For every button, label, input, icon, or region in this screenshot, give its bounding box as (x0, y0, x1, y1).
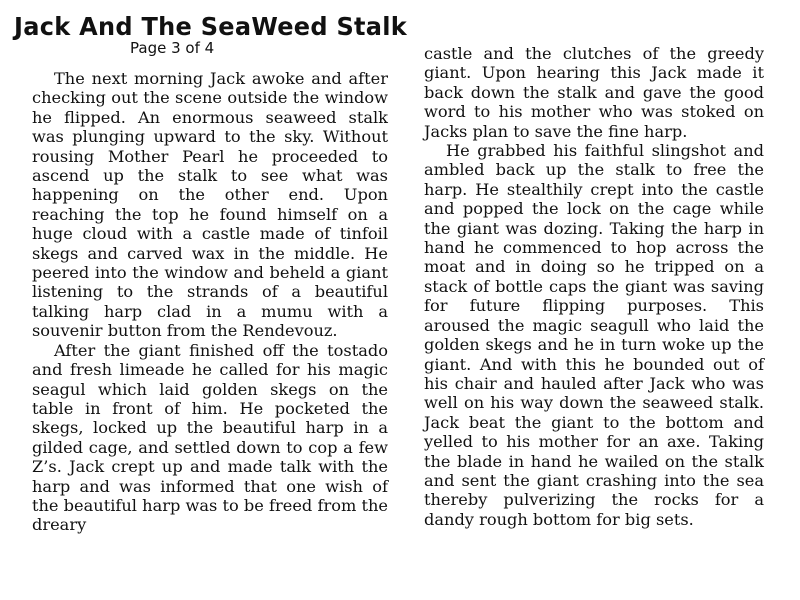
story-title: Jack And The SeaWeed Stalk (14, 12, 408, 41)
paragraph-continuation: castle and the clutches of the greedy giant. Upon hearing this Jack made it back down the stalk and gave the good word to his mother who was stoked on Jacks plan to save the fine harp. (424, 44, 764, 141)
right-text-column (424, 44, 764, 529)
page-number-label: Page 3 of 4 (130, 39, 215, 57)
paragraph: The next morning Jack awoke and after checking out the scene outside the window he flipped. An enormous seaweed stalk was plunging upward to the sky. Without rousing Mother Pearl he proceeded to ascend up the stalk to see what was happening on the other end. Upon reaching the top he found himself on a huge cloud with a castle made of tinfoil skegs and carved wax in the middle. He peered into the window and beheld a giant listening to the strands of a beautiful talking harp clad in a mumu with a souvenir button from the Rendevouz. (32, 69, 388, 341)
paragraph: After the giant finished off the tostado and fresh limeade he called for his magic seagul which laid golden skegs on the table in front of him. He pocketed the skegs, locked up the beautiful harp in a gilded cage, and settled down to cop a few Z’s. Jack crept up and made talk with the harp and was informed that one wish of the beautiful harp was to be freed from the dreary (32, 340, 388, 535)
left-text-column (32, 69, 388, 535)
paragraph: He grabbed his faithful slingshot and ambled back up the stalk to free the harp. He stealthily crept into the castle and popped the lock on the cage while the giant was dozing. Taking the harp in hand he commenced to hop across the moat and in doing so he tripped on a stack of bottle caps the giant was saving for future flipping purposes. This aroused the magic seagull who laid the golden skegs and he in turn woke up the giant. And with this he bounded out of his chair and hauled after Jack who was well on his way down the seaweed stalk. Jack beat the giant to the bottom and yelled to his mother for an axe. Taking the blade in hand he wailed on the stalk and sent the giant crashing into the sea thereby pulverizing the rocks for a dandy rough bottom for big sets. (424, 141, 764, 529)
